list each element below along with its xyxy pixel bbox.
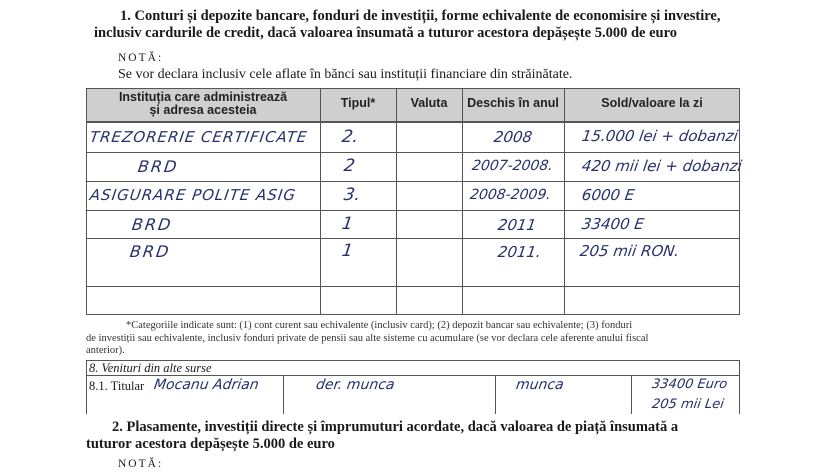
grid-line [86,88,87,315]
header-currency: Valuta [410,96,448,110]
table-row-1-balance: 15.000 lei + dobanzi [580,127,740,145]
section-8-holder: Mocanu Adrian [152,377,260,393]
table-row-5-institution: BRD [128,242,172,261]
section-8-service: munca [514,377,565,393]
section-2-nota-label: NOTĂ: [118,458,164,470]
grid-line [86,210,740,211]
nota-text: Se vor declara inclusiv cele aflate în bănci sau instituții financiare din străinătate. [118,67,573,82]
grid-line [739,88,740,315]
header-institution: Instituția care administrează și adresa acesteia [118,90,288,117]
footnote-line2: de investiții sau echivalente, inclusiv fonduri private de pensii sau alte sisteme cu acumulare (se vor declara cele aferente anului fiscal [86,332,649,344]
grid-line [320,88,321,315]
grid-line [86,181,740,182]
grid-line [564,88,565,315]
table-row-4-type: 1 [340,214,355,234]
section-8-amount-1: 33400 Euro [650,377,729,392]
grid-line [86,286,740,287]
grid-line [86,360,87,414]
table-row-3-type: 3. [342,185,362,205]
assets-table [86,88,744,315]
section-2-heading-line2: tuturor acestora depășește 5.000 de euro [86,436,335,452]
table-row-4-year: 2011 [496,216,538,234]
table-row-5-balance: 205 mii RON. [578,242,681,260]
section-1-heading-line1: 1. Conturi și depozite bancare, fonduri de investiții, forme echivalente de economisire și investire, [120,8,721,24]
table-row-5-type: 1 [340,241,355,261]
header-balance: Sold/valoare la zi [601,96,703,110]
header-type: Tipul* [340,96,376,110]
grid-line [86,121,740,123]
header-opened: Deschis în anul [467,96,559,110]
grid-line [462,88,463,315]
table-row-1-type: 2. [340,127,360,147]
table-row-3-balance: 6000 E [580,186,636,204]
section-8-source: der. munca [314,377,396,393]
grid-line [86,238,740,239]
section-8-amount-2: 205 mii Lei [650,397,725,412]
table-row-2-year: 2007-2008. [470,158,554,174]
table-footnote [86,320,742,358]
grid-line [86,314,740,315]
table-row-3-institution: ASIGURARE POLITE ASIG [88,186,298,204]
grid-line [283,376,284,414]
table-row-1-year: 2008 [492,128,534,146]
table-row-4-balance: 33400 E [580,215,646,233]
grid-line [396,88,397,315]
section-1-heading [94,8,820,42]
grid-line [739,360,740,414]
grid-line [86,152,740,153]
section-8-box [86,360,740,414]
section-1-heading-line2: inclusiv cardurile de credit, dacă valoarea însumată a tuturor acestora depășește 5.000 de euro [94,25,678,41]
footnote-line3: anterior). [86,345,125,356]
table-row-1-institution: TREZORERIE CERTIFICATE [88,128,309,146]
table-row-2-balance: 420 mii lei + dobanzi [580,157,744,175]
table-row-4-institution: BRD [130,215,174,234]
table-row-2-institution: BRD [136,157,180,176]
section-8-heading: 8. Venituri din alte surse [89,361,212,375]
grid-line [86,88,740,89]
table-row-2-type: 2 [342,156,357,176]
section-2-heading-line1: 2. Plasamente, investiții directe și împrumuturi acordate, dacă valoarea de piață însumată a [112,419,679,435]
table-row-5-year: 2011. [496,243,543,261]
section-2-heading [86,419,746,453]
footnote-line1: *Categoriile indicate sunt: (1) cont curent sau echivalente (inclusiv card); (2) depozit bancar sau echivalente; (3) fonduri [126,320,633,331]
section-8-row-label: 8.1. Titular [89,379,145,393]
grid-line [631,376,632,414]
grid-line [495,376,496,414]
table-row-3-year: 2008-2009. [468,187,552,203]
nota-label: NOTĂ: [118,52,164,64]
